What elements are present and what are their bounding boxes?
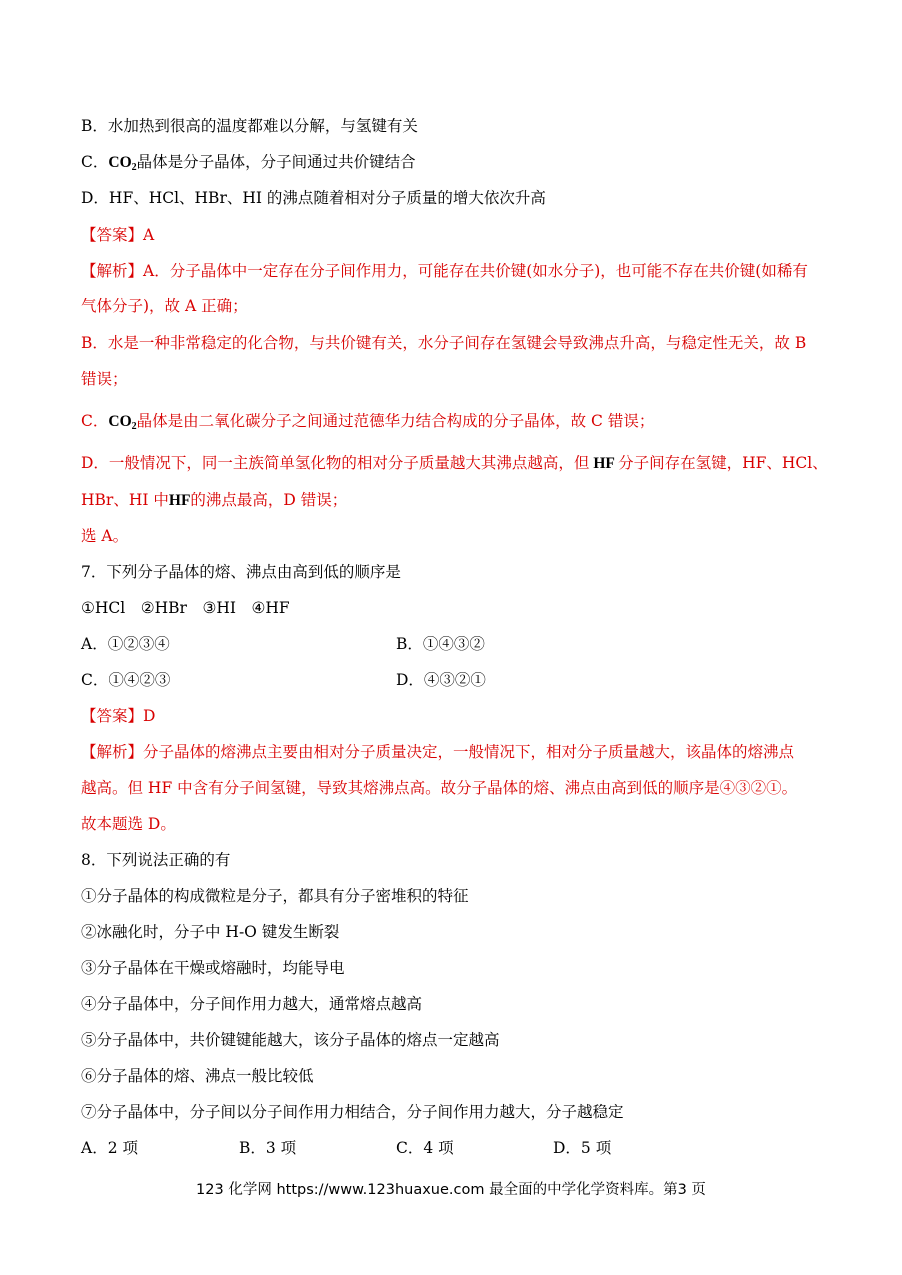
q8-option-c: C．4 项 [396, 1139, 454, 1157]
hf-formula: HF [593, 455, 615, 472]
q6-option-d: D．HF、HCl、HBr、HI 的沸点随着相对分子质量的增大依次升高 [81, 189, 546, 207]
q8-statement-1: ①分子晶体的构成微粒是分子，都具有分子密堆积的特征 [81, 887, 469, 905]
q7-items: ①HCl ②HBr ③HI ④HF [81, 599, 290, 617]
q7-analysis-line-2: 越高。但 HF 中含有分子间氢键，导致其熔沸点高。故分子晶体的熔、沸点由高到低的顺序是④③②①。 [81, 779, 798, 797]
q6-analysis-line-7: HBr、HI 中HF的沸点最高，D 错误； [81, 491, 348, 509]
q7-option-d: D．④③②① [396, 671, 486, 689]
q6-option-c-prefix: C． [81, 153, 109, 171]
hf-formula: HF [168, 492, 191, 509]
q7-analysis-line-3: 故本题选 D。 [81, 815, 176, 833]
q7-option-a: A．①②③④ [81, 635, 170, 653]
q6-answer: 【答案】A [81, 226, 155, 244]
q8-statement-5: ⑤分子晶体中，共价键键能越大，该分子晶体的熔点一定越高 [81, 1031, 500, 1049]
co2-formula: $CO_2$ [108, 413, 137, 432]
q8-option-d: D．5 项 [553, 1139, 612, 1157]
q6-option-c [81, 152, 416, 178]
q8-statement-6: ⑥分子晶体的熔、沸点一般比较低 [81, 1067, 314, 1085]
q6-option-c-text: 晶体是分子晶体，分子间通过共价键结合 [136, 153, 416, 171]
q6-analysis-line-1: 【解析】A．分子晶体中一定存在分子间作用力，可能存在共价键(如水分子)，也可能不存在共价键(如稀有 [81, 262, 808, 280]
q6-analysis-line-3: B．水是一种非常稳定的化合物，与共价键有关，水分子间存在氢键会导致沸点升高，与稳定性无关，故 B [81, 334, 807, 352]
co2-formula: $CO_2$ [108, 154, 137, 173]
q6-analysis-line-5: C．$CO_2$晶体是由二氧化碳分子之间通过范德华力结合构成的分子晶体，故 C 错误； [81, 412, 655, 432]
q8-stem: 8．下列说法正确的有 [81, 851, 231, 869]
q7-option-c: C．①④②③ [81, 671, 171, 689]
q6-analysis-line-8: 选 A。 [81, 527, 129, 545]
q7-answer: 【答案】D [81, 707, 156, 725]
q8-statement-3: ③分子晶体在干燥或熔融时，均能导电 [81, 959, 345, 977]
q6-analysis-line-6: D．一般情况下，同一主族简单氢化物的相对分子质量越大其沸点越高，但 HF 分子间存在氢键，HF、HCl、 [81, 454, 828, 472]
q7-analysis-line-1: 【解析】分子晶体的熔沸点主要由相对分子质量决定，一般情况下，相对分子质量越大，该晶体的熔沸点 [81, 743, 795, 761]
q7-option-b: B．①④③② [396, 635, 485, 653]
q6-option-b: B．水加热到很高的温度都难以分解，与氢键有关 [81, 117, 418, 135]
q8-statement-7: ⑦分子晶体中，分子间以分子间作用力相结合，分子间作用力越大，分子越稳定 [81, 1103, 624, 1121]
q6-analysis-line-2: 气体分子)，故 A 正确； [81, 297, 248, 315]
q8-statement-4: ④分子晶体中，分子间作用力越大，通常熔点越高 [81, 995, 423, 1013]
q8-option-b: B．3 项 [239, 1139, 297, 1157]
q6-analysis-line-4: 错误； [81, 370, 128, 388]
page-footer: 123 化学网 https://www.123huaxue.com 最全面的中学化学资料库。第3 页 [196, 1182, 706, 1198]
q8-option-a: A．2 项 [81, 1139, 138, 1157]
q8-statement-2: ②冰融化时，分子中 H-O 键发生断裂 [81, 923, 340, 941]
q7-stem: 7．下列分子晶体的熔、沸点由高到低的顺序是 [81, 563, 401, 581]
